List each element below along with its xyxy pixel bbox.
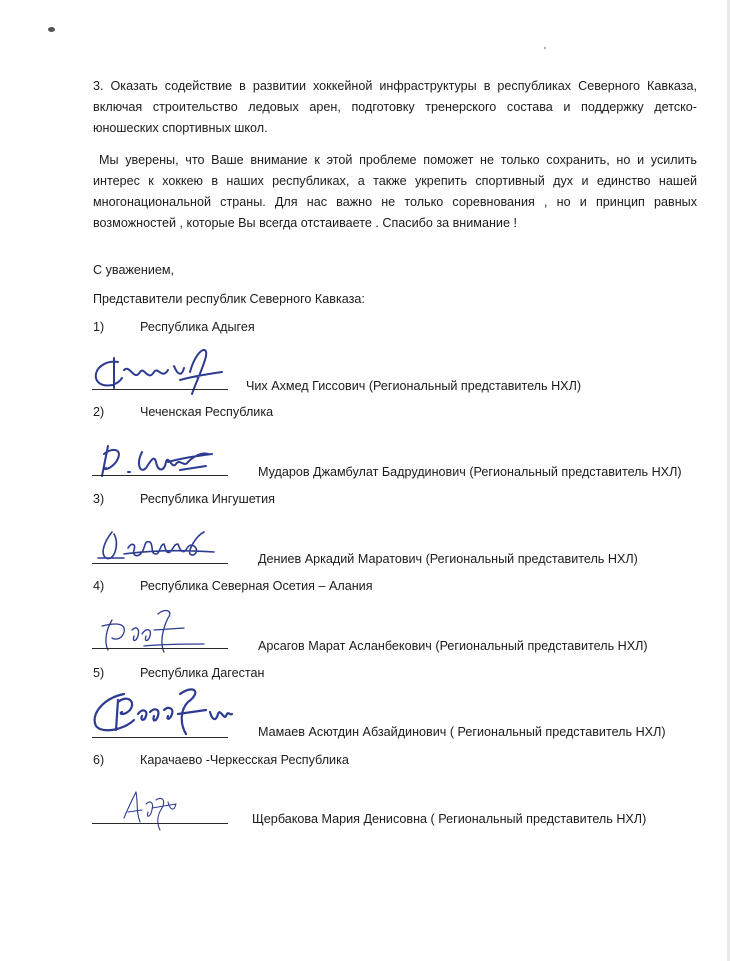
republic-name: Республика Ингушетия (140, 492, 275, 506)
paragraph-confidence: Мы уверены, что Ваше внимание к этой проблеме поможет не только сохранить, но и усилить интерес к хоккею в наших республиках, а также укрепить спортивный дух и единство нашей многонациональной страны. Для нас важно не только соревнования , но и принцип равных возможностей , которые Вы всегда отстаиваете . Спасибо за внимание ! (93, 153, 697, 230)
signature-line (92, 823, 228, 824)
paragraph-item-3: 3. Оказать содействие в развитии хоккейной инфраструктуры в республиках Северного Кавказа, включая строительство ледовых арен, подготовку тренерского состава и поддержку детско-юношеских спортивных школ. (93, 79, 697, 135)
republic-name: Республика Северная Осетия – Алания (140, 579, 373, 593)
republic-name: Республика Адыгея (140, 320, 255, 334)
signature-line (92, 648, 228, 649)
representatives-heading: Представители республик Северного Кавказа: (93, 292, 365, 306)
republic-name: Чеченская Республика (140, 405, 274, 419)
scan-speck (544, 47, 546, 49)
signatory-name: Щербакова Мария Денисовна ( Региональный представитель НХЛ) (252, 812, 647, 826)
signature-2 (84, 432, 244, 496)
rep-number: 1) (93, 320, 105, 334)
rep-number: 6) (93, 753, 105, 767)
signature-line (92, 475, 228, 476)
signatory-name: Мамаев Асютдин Абзайдинович ( Региональный представитель НХЛ) (258, 725, 666, 739)
signature-4 (84, 600, 244, 664)
republic-name: Республика Дагестан (140, 666, 265, 680)
signatory-name: Мударов Джамбулат Бадрудинович (Региональный представитель НХЛ) (258, 465, 682, 479)
rep-number: 2) (93, 405, 105, 419)
signature-1 (84, 342, 244, 406)
signature-line (92, 563, 228, 564)
signatory-name: Арсагов Марат Асланбекович (Региональный представитель НХЛ) (258, 639, 648, 653)
signatory-name: Дениев Аркадий Маратович (Региональный представитель НХЛ) (258, 552, 638, 566)
closing-salutation: С уважением, (93, 263, 175, 277)
signature-3 (84, 514, 244, 578)
scan-speck (48, 27, 55, 32)
rep-number: 5) (93, 666, 105, 680)
signature-6 (84, 778, 244, 842)
republic-name: Карачаево -Черкесская Республика (140, 753, 349, 767)
signatory-name: Чих Ахмед Гиссович (Региональный представитель НХЛ) (246, 379, 582, 393)
signature-line (92, 737, 228, 738)
rep-number: 4) (93, 579, 105, 593)
signature-5 (84, 680, 244, 744)
rep-number: 3) (93, 492, 105, 506)
signature-line (92, 389, 228, 390)
